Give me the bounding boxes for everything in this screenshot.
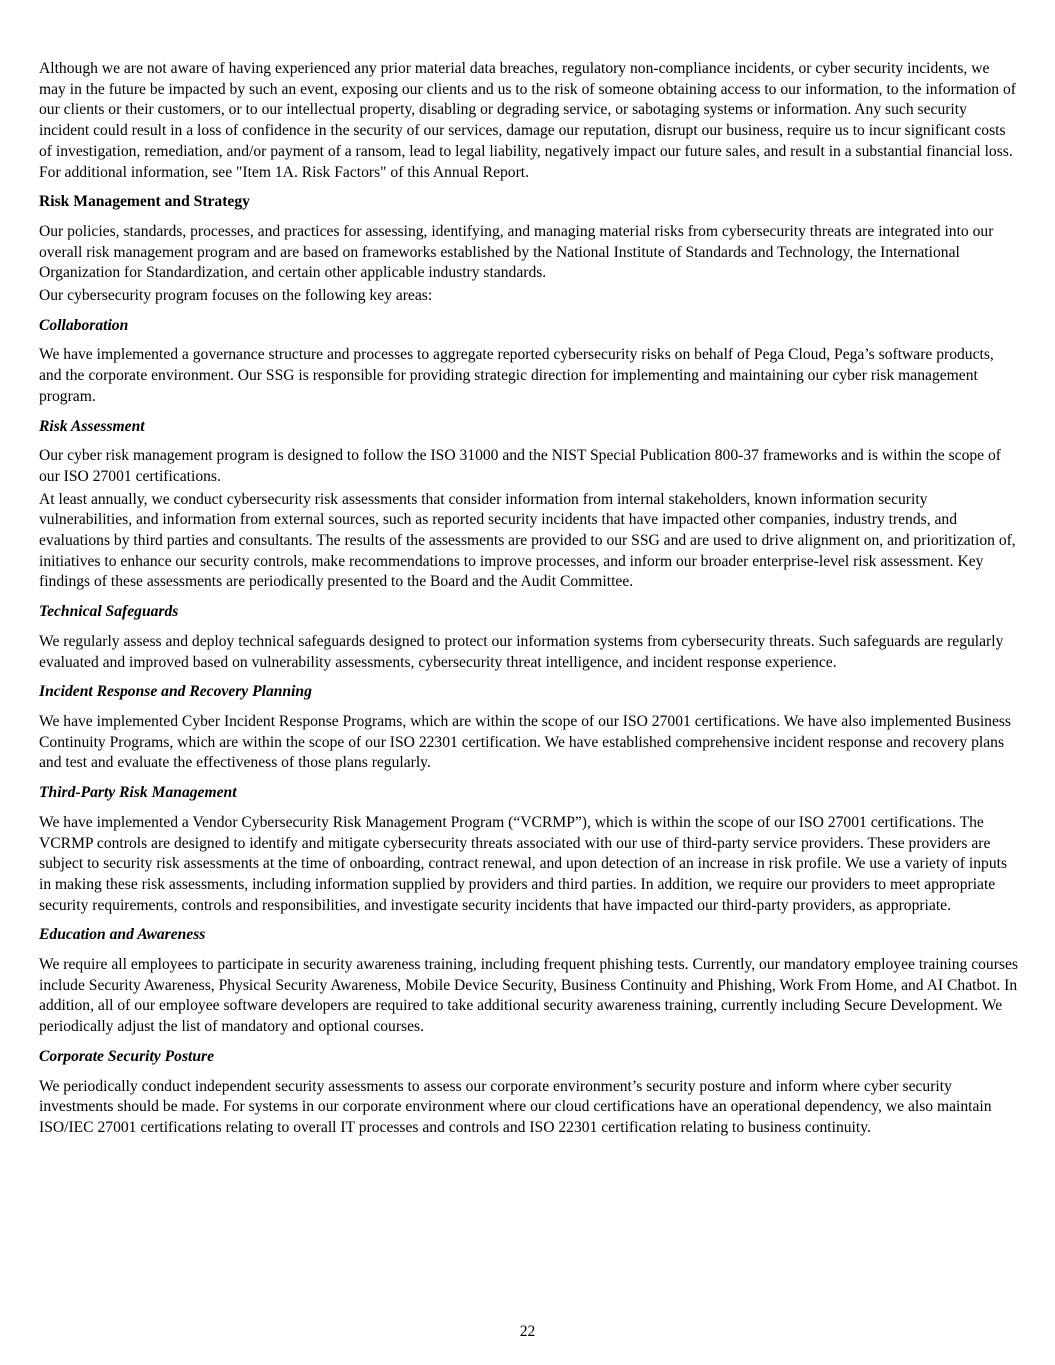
- incident-response-paragraph: We have implemented Cyber Incident Response Programs, which are within the scope of our ISO 27001 certifications. We have also implemented Business Continuity Programs, which are within the scope of our ISO 22301 certification. We have established comprehensive incident response and recovery plans and test and evaluate the effectiveness of those plans regularly.: [39, 712, 1012, 772]
- third-party-paragraph: We have implemented a Vendor Cybersecurity Risk Management Program (“VCRMP”), which is within the scope of our ISO 27001 certifications. The VCRMP controls are designed to identify and mitigate cybersecurity threats associated with our use of third-party service providers. These providers are subject to security risk assessments at the time of onboarding, contract renewal, and upon detection of an increase in risk profile. We use a variety of inputs in making these risk assessments, including information supplied by providers and third parties. In addition, we require our providers to meet appropriate security requirements, controls and responsibilities, and investigate security incidents that have impacted our third-party providers, as appropriate.: [39, 813, 1008, 914]
- third-party-heading: Third-Party Risk Management: [39, 784, 237, 802]
- key-areas-intro: Our cybersecurity program focuses on the following key areas:: [39, 287, 433, 305]
- intro-paragraph: Although we are not aware of having experienced any prior material data breaches, regulatory non-compliance incidents, or cyber security incidents, we may in the future be impacted by such an event, exposing our clients and us to the risk of someone obtaining access to our information, to the information of our clients or their customers, or to our intellectual property, disabling or degrading service, or sabotaging systems or information. Any such security incident could result in a loss of confidence in the security of our services, damage our reputation, disrupt our business, require us to incur significant costs of investigation, remediation, and/or payment of a ransom, lead to legal liability, negatively impact our future sales, and result in a substantial financial loss. For additional information, see "Item 1A. Risk Factors" of this Annual Report.: [39, 60, 1016, 181]
- document-page: [39, 59, 1019, 1148]
- risk-management-paragraph: Our policies, standards, processes, and practices for assessing, identifying, and managing material risks from cybersecurity threats are integrated into our overall risk management program and are based on frameworks established by the National Institute of Standards and Technology, the International Organization for Standardization, and certain other applicable industry standards.: [39, 222, 994, 282]
- incident-response-heading: Incident Response and Recovery Planning: [39, 683, 312, 701]
- corporate-posture-heading: Corporate Security Posture: [39, 1047, 215, 1065]
- risk-assessment-paragraph-2: At least annually, we conduct cybersecurity risk assessments that consider information from internal stakeholders, known information security vulnerabilities, and information from external sources, such as reported security incidents that have impacted other companies, industry trends, and evaluations by third parties and consultants. The results of the assessments are provided to our SSG and are used to drive alignment on, and prioritization of, initiatives to enhance our security controls, make recommendations to improve processes, and inform our broader enterprise-level risk assessment. Key findings of these assessments are periodically presented to the Board and the Audit Committee.: [39, 490, 1016, 591]
- collaboration-heading: Collaboration: [39, 316, 129, 334]
- technical-safeguards-paragraph: We regularly assess and deploy technical safeguards designed to protect our information systems from cybersecurity threats. Such safeguards are regularly evaluated and improved based on vulnerability assessments, cybersecurity threat intelligence, and incident response experience.: [39, 632, 1004, 671]
- education-paragraph: We require all employees to participate in security awareness training, including frequent phishing tests. Currently, our mandatory employee training courses include Security Awareness, Physical Security Awareness, Mobile Device Security, Business Continuity and Phishing, Work From Home, and AI Chatbot. In addition, all of our employee software developers are required to take additional security awareness training, currently including Secure Development. We periodically adjust the list of mandatory and optional courses.: [39, 956, 1018, 1036]
- corporate-posture-paragraph: We periodically conduct independent security assessments to assess our corporate environment’s security posture and inform where cyber security investments should be made. For systems in our corporate environment where our cloud certifications have an operational dependency, we also maintain ISO/IEC 27001 certifications relating to overall IT processes and controls and ISO 22301 certification relating to business continuity.: [39, 1077, 992, 1136]
- technical-safeguards-heading: Technical Safeguards: [39, 603, 179, 621]
- risk-management-heading: Risk Management and Strategy: [39, 193, 250, 211]
- risk-assessment-heading: Risk Assessment: [39, 417, 145, 435]
- page-number: 22: [519, 1323, 536, 1340]
- collaboration-paragraph: We have implemented a governance structure and processes to aggregate reported cybersecurity risks on behalf of Pega Cloud, Pega’s software products, and the corporate environment. Our SSG is responsible for providing strategic direction for implementing and maintaining our cyber risk management program.: [39, 346, 994, 405]
- risk-assessment-paragraph-1: Our cyber risk management program is designed to follow the ISO 31000 and the NIST Special Publication 800-37 frameworks and is within the scope of our ISO 27001 certifications.: [39, 447, 1001, 485]
- education-heading: Education and Awareness: [39, 926, 206, 944]
